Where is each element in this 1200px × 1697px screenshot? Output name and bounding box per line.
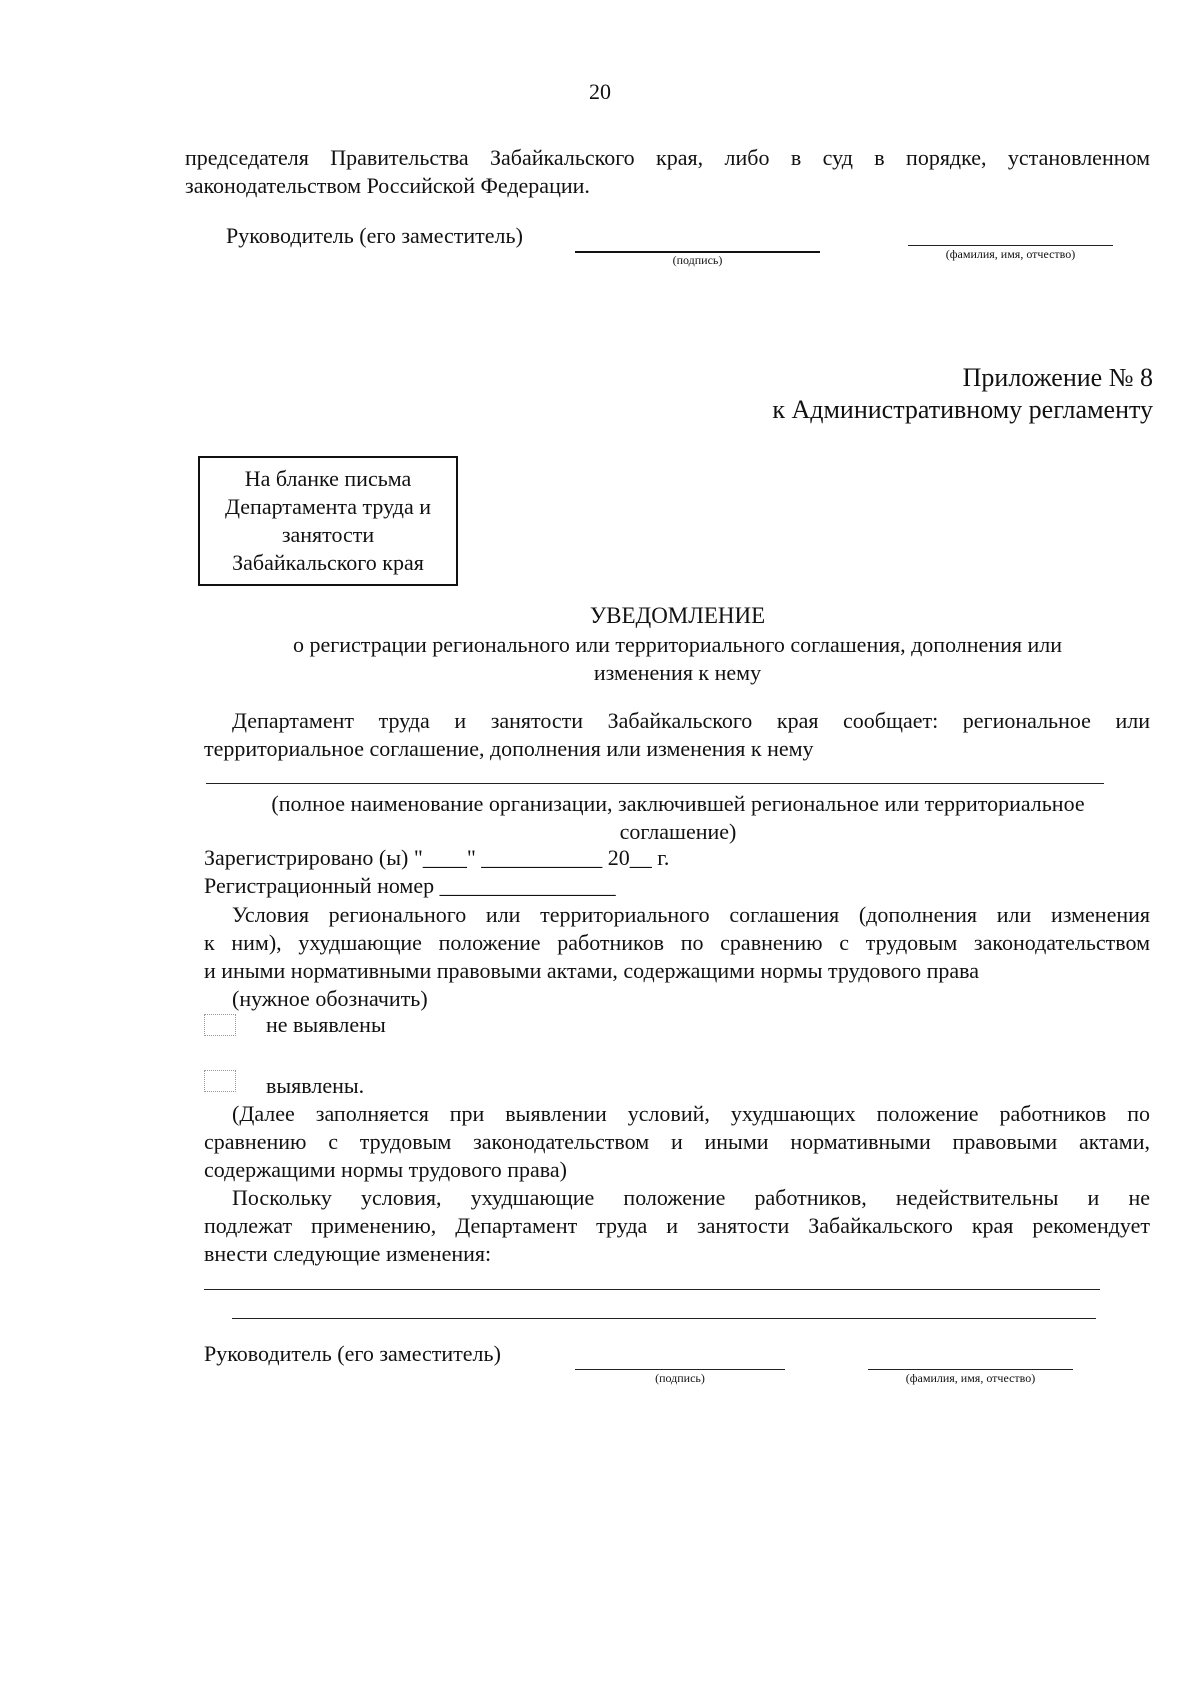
recommendation-line-1: Поскольку условия, ухудшающие положение работников, недействительны и не — [232, 1185, 1150, 1210]
found-checkbox[interactable] — [204, 1070, 236, 1092]
recommendation-line-3: внести следующие изменения: — [204, 1241, 492, 1266]
notice-subtitle-line-2: изменения к нему — [593, 660, 762, 685]
option-not-found: не выявлены — [266, 1012, 386, 1037]
letterhead-line-2: Департамента труда и — [225, 494, 431, 519]
conditions-line-4: (нужное обозначить) — [232, 986, 428, 1011]
intro-line-2: территориальное соглашение, дополнения или изменения к нему — [204, 736, 814, 761]
top-paragraph-line-2: законодательством Российской Федерации. — [185, 173, 590, 198]
top-signature-caption: (подпись) — [672, 253, 723, 267]
organization-caption-line-1: (полное наименование организации, заключившей региональное или территориальное — [271, 791, 1085, 816]
recommendation-line-2: подлежат применению, Департамент труда и занятости Забайкальского края рекомендует — [204, 1213, 1150, 1238]
top-signature-label: Руководитель (его заместитель) — [226, 223, 523, 248]
intro-line-1: Департамент труда и занятости Забайкальского края сообщает: региональное или — [232, 708, 1150, 733]
not-found-checkbox[interactable] — [204, 1014, 236, 1036]
top-name-caption: (фамилия, имя, отчество) — [945, 247, 1076, 261]
bottom-name-caption: (фамилия, имя, отчество) — [905, 1371, 1036, 1385]
notice-title: УВЕДОМЛЕНИЕ — [589, 603, 766, 628]
changes-blank-line-2 — [232, 1318, 1096, 1319]
conditions-line-3: и иными нормативными правовыми актами, содержащими нормы трудового права — [204, 958, 979, 983]
further-line-1: (Далее заполняется при выявлении условий, ухудшающих положение работников по — [232, 1101, 1150, 1126]
conditions-line-1: Условия регионального или территориального соглашения (дополнения или изменения — [232, 902, 1150, 927]
letterhead-line-3: занятости — [281, 522, 375, 547]
organization-name-line — [206, 783, 1104, 784]
letterhead-line-1: На бланке письма — [244, 466, 412, 491]
letterhead-line-4: Забайкальского края — [232, 550, 424, 575]
top-paragraph-line-1: председателя Правительства Забайкальского края, либо в суд в порядке, установленном — [185, 145, 1150, 170]
top-name-line — [908, 245, 1113, 246]
further-line-3: содержащими нормы трудового права) — [204, 1157, 567, 1182]
bottom-name-line — [868, 1369, 1073, 1370]
letterhead-box — [198, 456, 458, 586]
registration-number: Регистрационный номер ________________ — [204, 873, 616, 898]
bottom-signature-line — [575, 1369, 785, 1370]
notice-subtitle-line-1: о регистрации регионального или территориального соглашения, дополнения или — [292, 632, 1062, 657]
changes-blank-line-1 — [204, 1289, 1100, 1290]
page-number: 20 — [589, 79, 611, 104]
bottom-signature-caption: (подпись) — [655, 1371, 705, 1385]
registration-date: Зарегистрировано (ы) "____" ___________ 20__ г. — [204, 845, 670, 870]
further-line-2: сравнению с трудовым законодательством и иными нормативными правовыми актами, — [204, 1129, 1150, 1154]
organization-caption-line-2: соглашение) — [619, 819, 737, 844]
appendix-number: Приложение № 8 — [962, 363, 1153, 392]
appendix-reference: к Административному регламенту — [772, 395, 1153, 424]
bottom-signature-label: Руководитель (его заместитель) — [204, 1341, 501, 1366]
conditions-line-2: к ним), ухудшающие положение работников по сравнению с трудовым законодательством — [204, 930, 1150, 955]
option-found: выявлены. — [266, 1073, 365, 1098]
